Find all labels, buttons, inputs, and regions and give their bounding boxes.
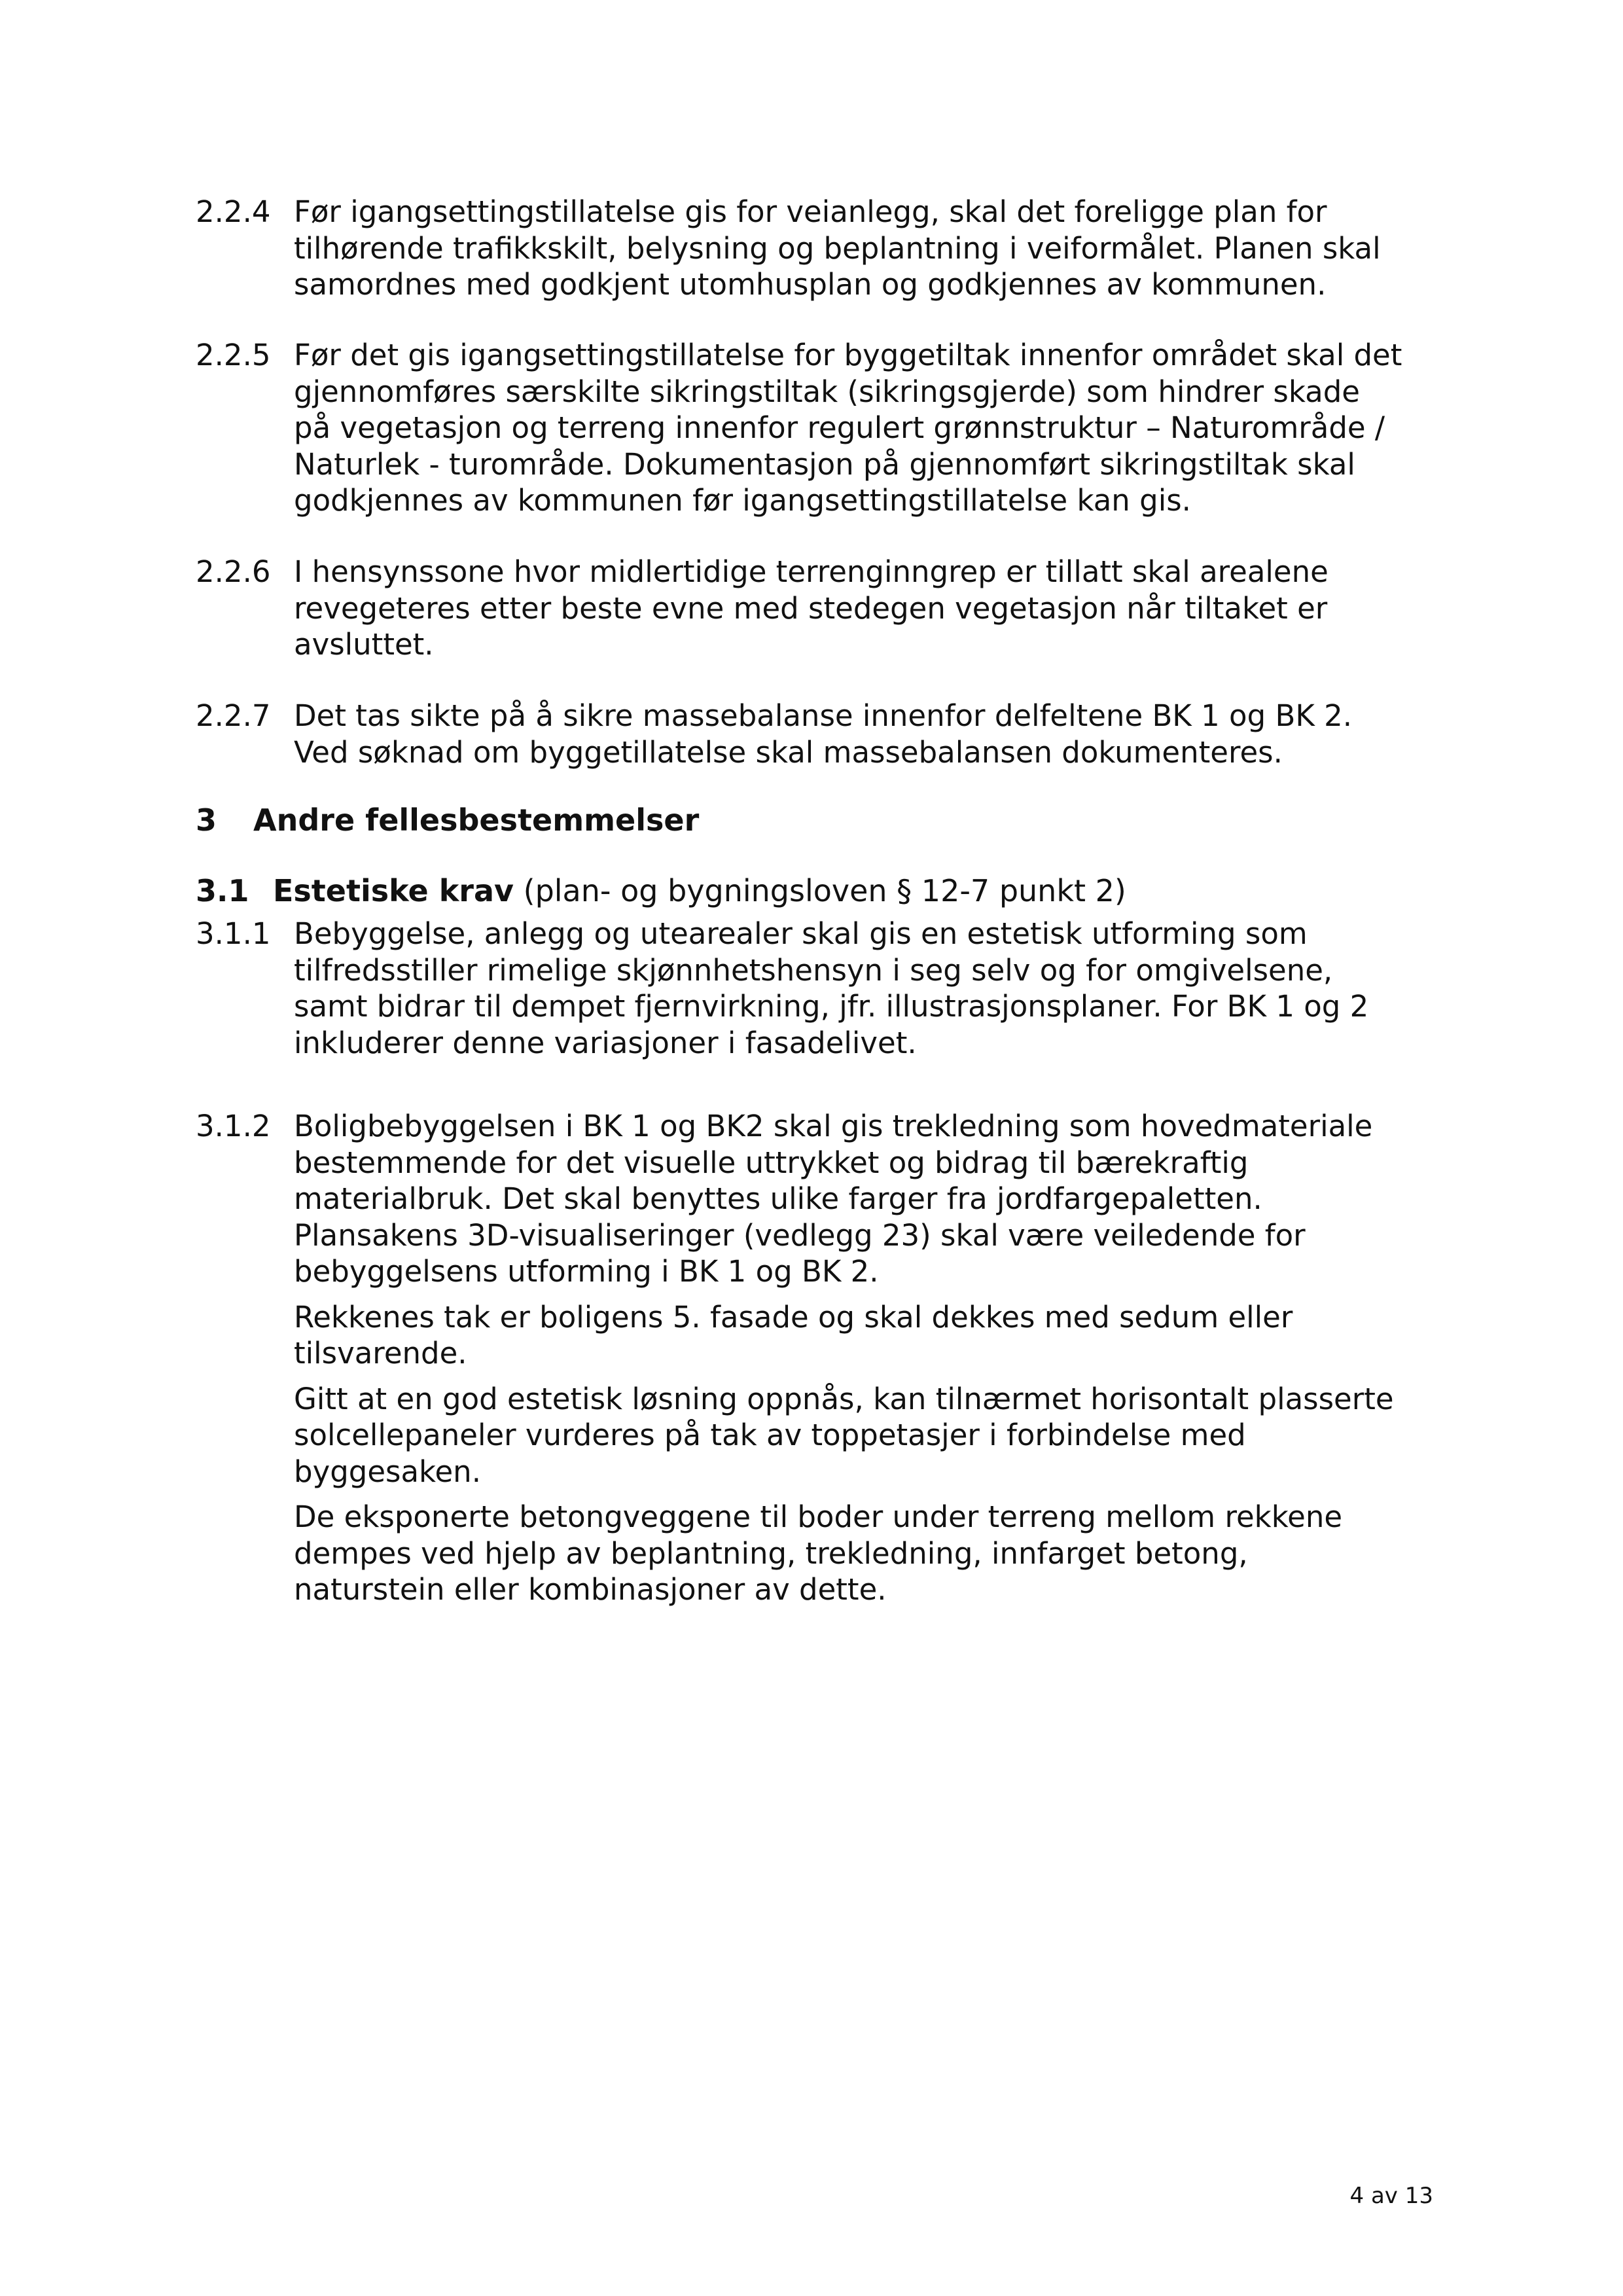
text-line: Boligbebyggelsen i BK 1 og BK2 skal gis trekledning som hovedmateriale — [294, 1109, 1373, 1143]
provision-number: 2.2.6 — [196, 554, 271, 589]
provision-2-2-7 — [196, 698, 1452, 770]
section-number: 3 — [196, 802, 217, 838]
provision-2-2-6 — [196, 554, 1452, 663]
provision-text — [294, 554, 1452, 663]
text-line: Før igangsettingstillatelse gis for veianlegg, skal det foreligge plan for — [294, 194, 1327, 229]
provision-text — [294, 194, 1452, 303]
text-line: gjennomføres særskilte sikringstiltak (sikringsgjerde) som hindrer skade — [294, 374, 1360, 409]
text-line: solcellepaneler vurderes på tak av toppetasjer i forbindelse med — [294, 1418, 1246, 1452]
section-title: Andre fellesbestemmelser — [253, 802, 700, 838]
provision-number: 2.2.4 — [196, 194, 271, 229]
text-line: dempes ved hjelp av beplantning, trekledning, innfarget betong, — [294, 1535, 1248, 1571]
page-number: 4 av 13 — [1349, 2183, 1433, 2209]
section-heading-3 — [196, 802, 699, 838]
text-line: tilfredsstiller rimelige skjønnhetshensyn i seg selv og for omgivelsene, — [294, 952, 1333, 988]
text-line: Bebyggelse, anlegg og utearealer skal gis en estetisk utforming som — [294, 916, 1308, 951]
text-line: De eksponerte betongveggene til boder under terreng mellom rekkene — [294, 1499, 1343, 1534]
paragraph — [294, 1108, 1452, 1290]
text-line: Før det gis igangsettingstillatelse for byggetiltak innenfor området skal det — [294, 338, 1402, 372]
provision-2-2-4 — [196, 194, 1452, 303]
text-line: avsluttet. — [294, 627, 434, 662]
provision-3-1-2 — [196, 1108, 1452, 1608]
text-line: Gitt at en god estetisk løsning oppnås, kan tilnærmet horisontalt plasserte — [294, 1381, 1394, 1416]
text-line: Ved søknad om byggetillatelse skal massebalansen dokumenteres. — [294, 734, 1283, 770]
text-line: naturstein eller kombinasjoner av dette. — [294, 1572, 887, 1607]
paragraph — [294, 1299, 1452, 1372]
text-line: byggesaken. — [294, 1454, 481, 1489]
paragraph — [294, 1499, 1452, 1608]
provision-text — [294, 916, 1452, 1061]
subsection-number: 3.1 — [196, 873, 249, 908]
provision-3-1-1 — [196, 916, 1452, 1061]
text-line: tilsvarende. — [294, 1336, 467, 1371]
provision-text — [294, 337, 1452, 519]
paragraph — [294, 1381, 1452, 1490]
provision-number: 3.1.1 — [196, 916, 271, 951]
text-line: godkjennes av kommunen før igangsettingstillatelse kan gis. — [294, 483, 1191, 518]
text-line: inkluderer denne variasjoner i fasadelivet. — [294, 1025, 917, 1060]
text-line: Rekkenes tak er boligens 5. fasade og skal dekkes med sedum eller — [294, 1299, 1293, 1335]
text-line: bebyggelsens utforming i BK 1 og BK 2. — [294, 1254, 879, 1289]
provision-number: 2.2.7 — [196, 698, 271, 733]
text-line: Plansakens 3D-visualiseringer (vedlegg 23) skal være veiledende for — [294, 1217, 1306, 1253]
text-line: Det tas sikte på å sikre massebalanse innenfor delfeltene BK 1 og BK 2. — [294, 698, 1353, 733]
text-line: materialbruk. Det skal benyttes ulike farger fra jordfargepaletten. — [294, 1181, 1262, 1216]
text-line: revegeteres etter beste evne med stedegen vegetasjon når tiltaket er — [294, 590, 1328, 626]
text-line: samordnes med godkjent utomhusplan og godkjennes av kommunen. — [294, 267, 1327, 302]
text-line: samt bidrar til dempet fjernvirkning, jfr. illustrasjonsplaner. For BK 1 og 2 — [294, 989, 1369, 1024]
subsection-heading-3-1 — [196, 872, 1126, 909]
subsection-reference: (plan- og bygningsloven § 12-7 punkt 2) — [523, 873, 1126, 908]
text-line: I hensynssone hvor midlertidige terrenginngrep er tillatt skal arealene — [294, 554, 1329, 589]
provision-2-2-5 — [196, 337, 1452, 519]
provision-text — [294, 1108, 1452, 1608]
text-line: på vegetasjon og terreng innenfor regulert grønnstruktur – Naturområde / — [294, 410, 1385, 445]
text-line: tilhørende trafikkskilt, belysning og beplantning i veiformålet. Planen skal — [294, 230, 1381, 266]
subsection-title: Estetiske krav — [273, 873, 514, 908]
text-line: bestemmende for det visuelle uttrykket og bidrag til bærekraftig — [294, 1145, 1249, 1180]
provision-number: 3.1.2 — [196, 1109, 271, 1143]
text-line: Naturlek - turområde. Dokumentasjon på gjennomført sikringstiltak skal — [294, 446, 1355, 482]
provision-number: 2.2.5 — [196, 338, 271, 372]
provision-text — [294, 698, 1452, 770]
